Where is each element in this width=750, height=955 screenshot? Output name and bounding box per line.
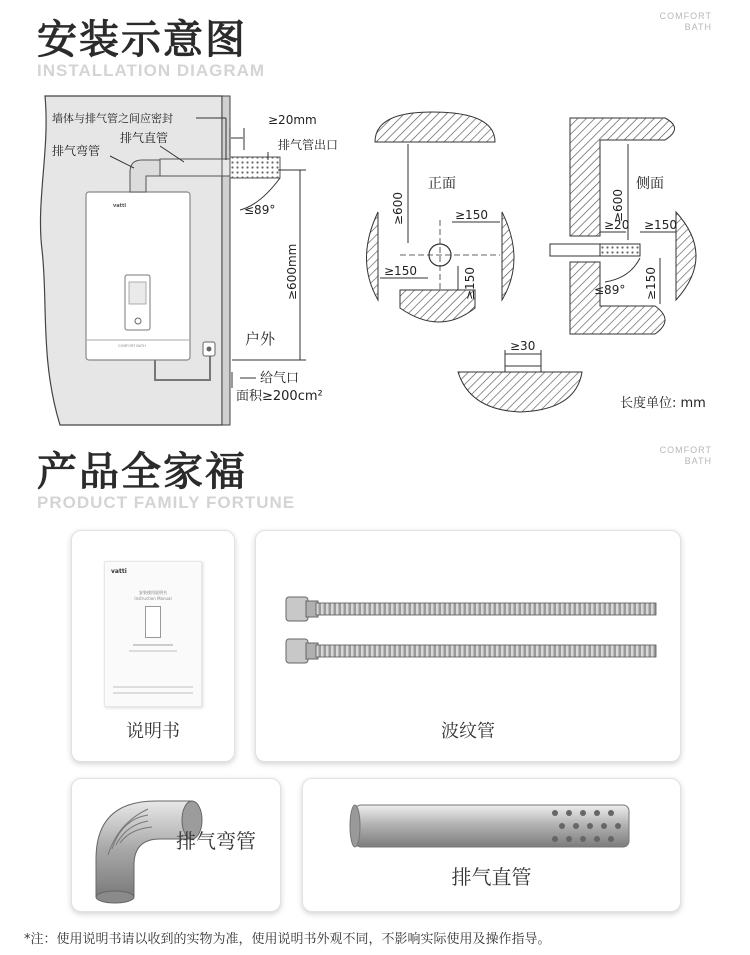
- side-150-down-dim: ≥150: [644, 267, 658, 300]
- manual-booklet-image: [104, 561, 202, 707]
- product-card-exhaust-elbow: [71, 778, 281, 912]
- installation-diagram: [0, 0, 750, 440]
- product-label-corrugated-pipe: 波纹管: [441, 721, 495, 742]
- outdoor-label: 户外: [245, 330, 276, 348]
- product-card-exhaust-straight-pipe: [302, 778, 681, 912]
- brand-line2: BATH: [684, 22, 712, 32]
- family-subtitle: PRODUCT FAMILY FORTUNE: [37, 493, 296, 512]
- install-title: 安装示意图: [37, 17, 247, 63]
- product-card-corrugated-pipe: [255, 530, 681, 762]
- angle-label: ≤89°: [244, 203, 276, 217]
- brand-line1: COMFORT: [659, 445, 712, 455]
- elbow-label: 排气弯管: [52, 144, 101, 158]
- manual-title-en: Instruction Manual: [134, 596, 172, 601]
- side-20-dim: ≥20: [604, 218, 630, 232]
- product-label-manual: 说明书: [126, 721, 180, 742]
- side-label: 侧面: [636, 176, 664, 192]
- height-label: ≥600mm: [285, 243, 299, 300]
- unit-label: 长度单位: mm: [620, 396, 706, 411]
- intake-label: 给气口: [260, 371, 300, 386]
- exhaust-outlet-pipe: [230, 157, 280, 178]
- side-top-dim: ≥600: [611, 189, 625, 222]
- gap-label: ≥20mm: [268, 113, 317, 127]
- corrugated-pipe-image: [256, 531, 680, 711]
- straight-label: 排气直管: [120, 131, 169, 145]
- product-label-exhaust-straight-pipe: 排气直管: [451, 865, 532, 889]
- family-brand-mark: [660, 445, 712, 467]
- outlet-label: 排气管出口: [278, 138, 339, 152]
- front-view-diagram: [367, 112, 515, 322]
- brand-line2: BATH: [684, 456, 712, 466]
- seal-label: 墙体与排气管之间应密封: [52, 112, 173, 125]
- side-angle-dim: ≤89°: [594, 283, 626, 297]
- brand-line1: COMFORT: [659, 11, 712, 21]
- front-left-dim: ≥150: [384, 264, 417, 278]
- water-heater-unit: [86, 192, 190, 360]
- front-label: 正面: [428, 176, 456, 192]
- product-card-manual: [71, 530, 235, 762]
- ceiling-30-dim: ≥30: [510, 339, 536, 353]
- side-view-diagram: [550, 118, 696, 334]
- ceiling-gap-diagram: [458, 339, 582, 412]
- manual-title-cn: 安装使用说明书: [139, 590, 167, 595]
- area-label: 面积≥200cm²: [236, 389, 323, 404]
- footnote: *注：使用说明书请以收到的实物为准，使用说明书外观不同，不影响实际使用及操作指导。: [24, 932, 551, 947]
- front-top-dim: ≥600: [391, 192, 405, 225]
- heater-brand: vatti: [113, 203, 127, 209]
- product-label-exhaust-elbow: 排气弯管: [176, 829, 256, 853]
- exhaust-straight-pipe: [160, 159, 222, 176]
- side-150-right-dim: ≥150: [644, 218, 677, 232]
- install-subtitle: INSTALLATION DIAGRAM: [37, 61, 266, 80]
- heater-footer: COMFORT BATH: [118, 344, 146, 348]
- manual-brand: vatti: [111, 568, 127, 575]
- front-down-dim: ≥150: [463, 267, 477, 300]
- exhaust-straight-pipe-image: [303, 779, 680, 911]
- front-right-dim: ≥150: [455, 208, 488, 222]
- family-title: 产品全家福: [37, 449, 247, 495]
